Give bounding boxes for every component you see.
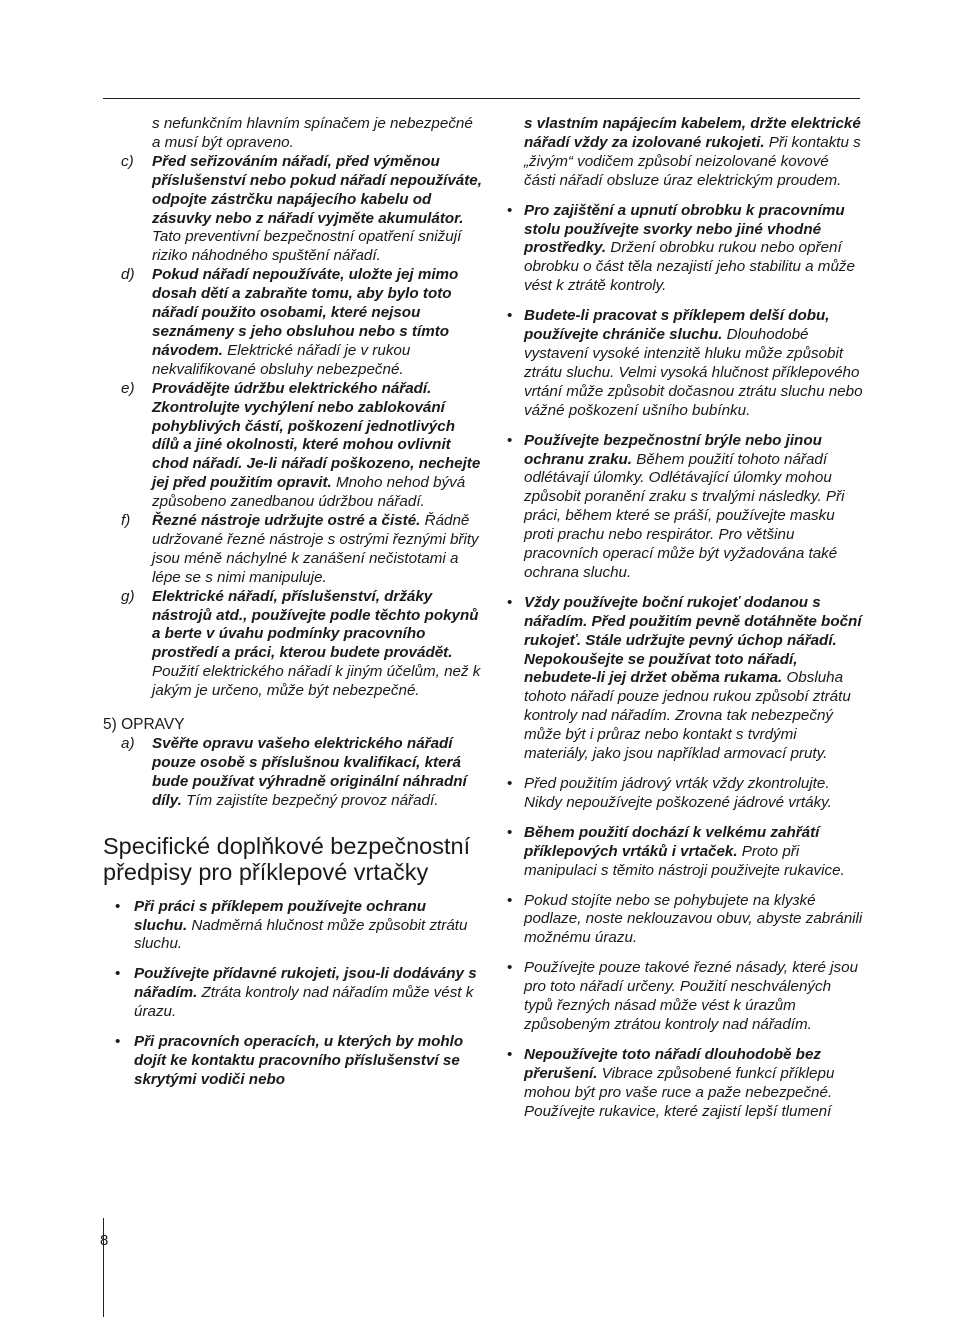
item-bold-text: Před seřizováním nářadí, před výměnou příslušenství nebo pokud nářadí nepoužíváte, odpojte zástrčku napájecího kabelu od zásuvky nebo z nářadí vyjměte akumulátor. xyxy=(152,152,482,227)
bullet-normal-text: Dlouhodobé vystavení vysoké intenzitě hluku může způsobit ztrátu sluchu. Velmi vysoká hlučnost příklepového vrtání může způsobit dočasnou ztrátu sluchu nebo vážné poškození ušního bubínku. xyxy=(524,326,863,419)
bullet-item xyxy=(507,892,863,949)
item-normal-text: Použití elektrického nářadí k jiným účelům, než k jakým je určeno, může být nebezpečné. xyxy=(152,663,481,700)
item-normal-text: Mnoho nehod bývá způsobeno zanedbanou údržbou nářadí. xyxy=(152,474,466,511)
bullet-normal-text: Před použitím jádrový vrták vždy zkontrolujte. Nikdy nepoužívejte poškozené jádrové vrtáky. xyxy=(524,775,832,811)
bullet-icon: • xyxy=(507,775,513,792)
list-item-c xyxy=(103,153,483,266)
item-label: a) xyxy=(121,735,135,752)
item-bold-text: Elektrické nářadí, příslušenství, držáky nástrojů atd., používejte podle těchto pokynů a berte v úvahu podmínky pracovního prostředí a práci, kterou budete provádět. xyxy=(152,587,479,662)
item-normal-text: Elektrické nářadí je v rukou nekvalifikované obsluhy nebezpečné. xyxy=(152,341,411,378)
bullet-item xyxy=(103,965,483,1022)
bullet-icon: • xyxy=(507,959,513,977)
section-title: 5) OPRAVY xyxy=(103,716,185,734)
continuation-normal-text: Při kontaktu s „živým“ vodičem způsobí neizolované kovové části nářadí obsluze úraz elektrickým proudem. xyxy=(524,133,861,189)
continuation-text: s nefunkčním hlavním spínačem je nebezpečné a musí být opraveno. xyxy=(152,115,473,151)
bullet-icon: • xyxy=(507,891,513,909)
bullet-item xyxy=(103,1033,483,1090)
bullet-icon: • xyxy=(507,593,513,611)
bullet-icon: • xyxy=(507,431,513,449)
list-item-e xyxy=(103,380,483,512)
bullet-normal-text: Pokud stojíte nebo se pohybujete na klузké podlaze, noste neklouzavou obuv, abyste zabránili možnému úrazu. xyxy=(524,891,863,947)
continuation-bold-text: s vlastním napájecím kabelem, držte elektrické nářadí vždy za izolované rukojeti. xyxy=(524,115,861,151)
bullet-icon: • xyxy=(507,823,513,841)
bullet-normal-text: Vibrace způsobené funkcí příklepu mohou být pro vaše ruce a paže nebezpečné. Používejte rukavice, které zajistí lepší tlumení xyxy=(524,1064,835,1120)
list-item-a xyxy=(103,735,483,811)
bullet-bold-text: Během použití dochází k velkému zahřátí příklepových vrtáků i vrtaček. xyxy=(524,823,820,860)
item-label: d) xyxy=(121,266,135,284)
bullet-normal-text: Používejte pouze takové řezné násady, které jsou pro toto nářadí určeny. Použití neschválených typů řezných násad může vést k úrazům způsobeným ztrátou kontroly nad nářadím. xyxy=(524,959,859,1033)
item-normal-text: Tím zajistíte bezpečný provoz nářadí. xyxy=(181,791,439,809)
bullet-bold-text: Při práci s příklepem používejte ochranu sluchu. xyxy=(134,897,427,934)
left-column xyxy=(103,115,483,1101)
bullet-normal-text: Ztráta kontroly nad nářadím může vést k úrazu. xyxy=(134,984,474,1021)
bullet-icon: • xyxy=(115,965,121,983)
bullet-icon: • xyxy=(507,201,513,219)
bullet-item xyxy=(507,959,863,1035)
bullet-item xyxy=(507,1046,863,1122)
item-label: e) xyxy=(121,379,135,397)
item-bold-text: Svěřte opravu vašeho elektrického nářadí pouze osobě s příslušnou kvalifikací, která bude používat výhradně originální náhradní díly. xyxy=(152,735,467,809)
list-item-f xyxy=(103,512,483,588)
bullet-item xyxy=(507,594,863,764)
list-item-g xyxy=(103,588,483,701)
section-heading: Specifické doplňkové bezpečnostní předpisy pro příklepové vrtačky xyxy=(103,832,471,886)
right-column xyxy=(507,115,863,1133)
bullet-normal-text: Během použití tohoto nářadí odlétávají úlomky. Odlétávající úlomky mohou způsobit poranění zraku s trvalými následky. Při práci, během které se práší, používejte masku proti prachu nebo respirátor. Pro většinu pracovních operací může být vyžadována také ochrana sluchu. xyxy=(524,450,845,581)
header-rule xyxy=(103,98,860,99)
bullet-icon: • xyxy=(507,1045,513,1063)
bullet-item xyxy=(103,898,483,955)
bullet-bold-text: Pro zajištění a upnutí obrobku k pracovnímu stolu používejte svorky nebo jiné vhodné prostředky. xyxy=(524,201,845,257)
item-normal-text: Řádně udržované řezné nástroje s ostrými řeznými břity jsou méně náchylné k zanášení nečistotami a lépe se s nimi manipuluje. xyxy=(152,512,479,586)
bullet-bold-text: Používejte přídavné rukojeti, jsou-li dodávány s nářadím. xyxy=(134,965,477,1002)
bullet-item xyxy=(507,432,863,583)
bullet-normal-text: Proto při manipulaci s těmito nástroji použivejte rukavice. xyxy=(524,842,845,879)
bullet-bold-text: Vždy používejte boční rukojeť dodanou s nářadím. Před použitím pevně dotáhněte boční rukojeť. Stále udržujte pevný úchop nářadí. Nepokoušejte se používat toto nářadí, nebudete-li jej držet oběma rukama. xyxy=(524,593,862,687)
bullet-item xyxy=(507,775,863,813)
bullet-normal-text: Obsluha tohoto nářadí pouze jednou rukou způsobí ztrátu kontroly nad nářadím. Zrovna tak nebezpečný může být i průraz nebo kontakt s tvrdými materiály, jako jsou například armovací pruty. xyxy=(524,669,851,763)
item-label: f) xyxy=(121,512,131,530)
item-bold-text: Řezné nástroje udržujte ostré a čisté. xyxy=(152,512,421,530)
bullet-icon: • xyxy=(115,1033,121,1051)
item-label: c) xyxy=(121,152,134,170)
bullet-bold-text: Používejte bezpečnostní brýle nebo jinou ochranu zraku. xyxy=(524,431,822,468)
bullet-bold-text: Budete-li pracovat s příklepem delší dobu, používejte chrániče sluchu. xyxy=(524,307,830,344)
bullet-item xyxy=(507,307,863,420)
bullet-item xyxy=(507,824,863,881)
item-normal-text: Tato preventivní bezpečnostní opatření snižují riziko náhodného spuštění nářadí. xyxy=(152,228,462,265)
bullet-icon: • xyxy=(507,307,513,325)
continuation-paragraph xyxy=(524,115,863,191)
item-bold-text: Provádějte údržbu elektrického nářadí. Zkontrolujte vychýlení nebo zablokování pohyblivých částí, poškození jednotlivých dílů a jiné okolnosti, které mohou ovlivnit chod nářadí. Je-li nářadí poškozeno, nechejte jej před použitím opravit. xyxy=(152,379,481,492)
list-item-d xyxy=(103,266,483,379)
bullet-item xyxy=(507,202,863,297)
bullet-normal-text: Nadměrná hlučnost může způsobit ztrátu sluchu. xyxy=(134,916,468,953)
bullet-normal-text: Držení obrobku rukou nebo opření obrobku o část těla nezajistí jeho stabilitu a může vést k ztrátě kontroly. xyxy=(524,239,855,295)
bullet-bold-text: Při pracovních operacích, u kterých by mohlo dojít ke kontaktu pracovního příslušenství se skrytými vodiči nebo xyxy=(134,1033,464,1088)
item-bold-text: Pokud nářadí nepoužíváte, uložte jej mimo dosah dětí a zabraňte tomu, aby bylo toto nářadí použito osobami, které nejsou seznámeny s jeho obsluhou nebo s tímto návodem. xyxy=(152,266,459,359)
item-label: g) xyxy=(121,587,135,605)
page-number: 8 xyxy=(100,1232,109,1249)
bullet-icon: • xyxy=(115,897,121,915)
bullet-bold-text: Nepoužívejte toto nářadí dlouhodobě bez přerušení. xyxy=(524,1045,822,1082)
